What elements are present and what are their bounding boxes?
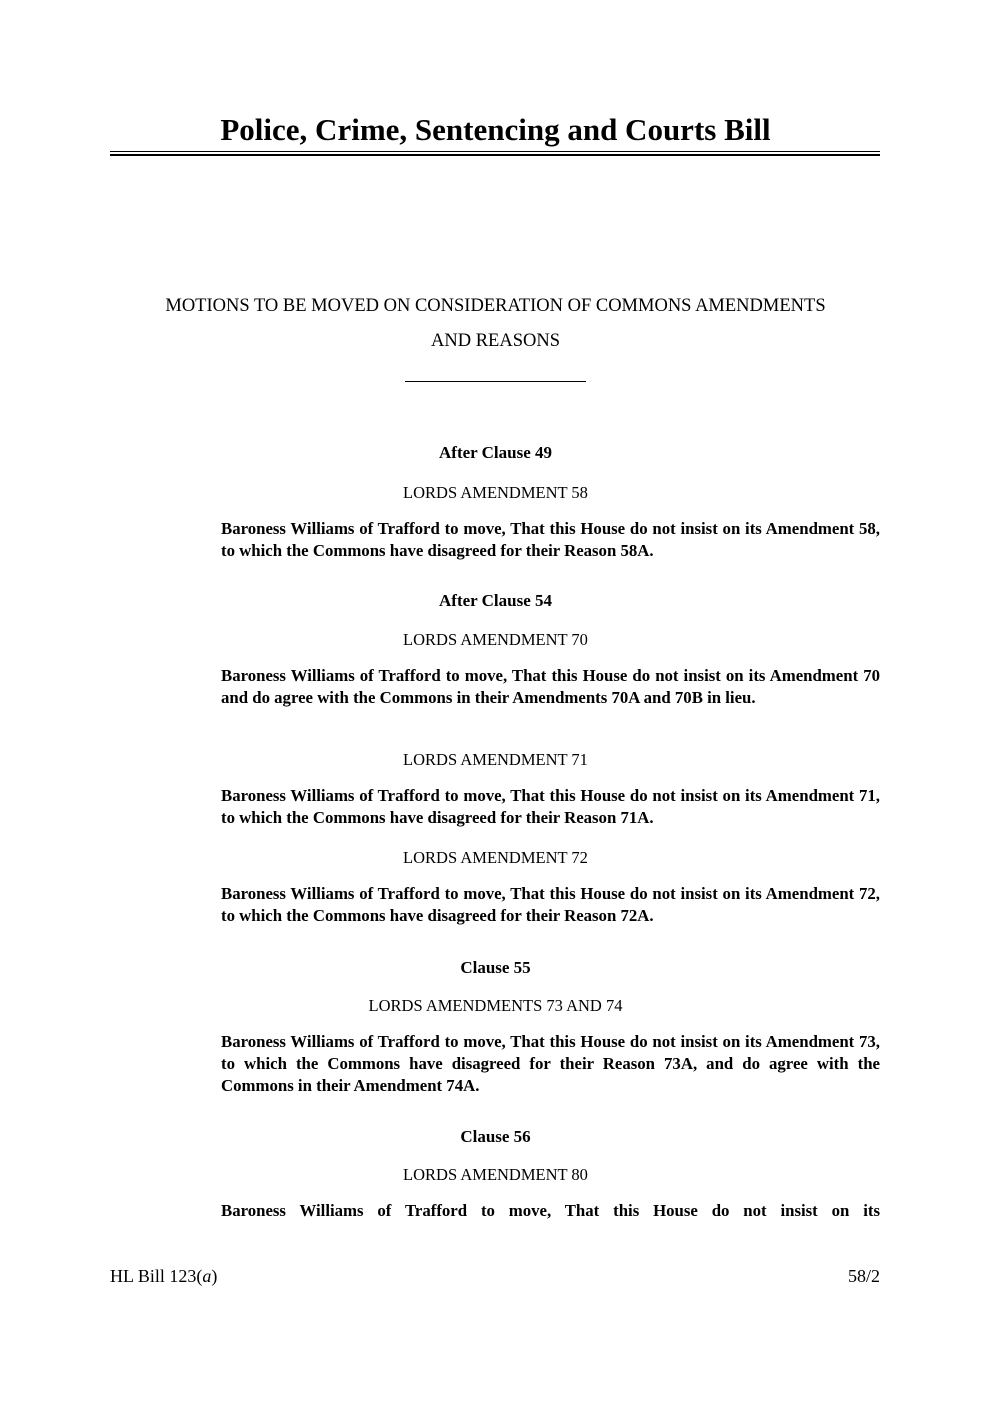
bill-reference-suffix: a bbox=[202, 1266, 212, 1286]
bill-reference bbox=[110, 1265, 217, 1287]
section-divider bbox=[405, 381, 586, 382]
page-number: 58/2 bbox=[847, 1266, 880, 1286]
amendment-heading: LORDS AMENDMENT 71 bbox=[403, 750, 588, 769]
amendment-heading: LORDS AMENDMENT 70 bbox=[403, 630, 588, 649]
amendment-heading: LORDS AMENDMENT 80 bbox=[403, 1165, 588, 1184]
motion-text: Baroness Williams of Trafford to move, That this House do not insist on its Amendment 58, to which the Commons have disagreed for their Reason 58A. bbox=[221, 519, 880, 560]
motion-text: Baroness Williams of Trafford to move, That this House do not insist on its Amendment 71, to which the Commons have disagreed for their Reason 71A. bbox=[221, 786, 880, 827]
page-title: Police, Crime, Sentencing and Courts Bill bbox=[220, 112, 771, 147]
clause-heading: Clause 55 bbox=[460, 958, 531, 977]
motion-text: Baroness Williams of Trafford to move, That this House do not insist on its bbox=[221, 1201, 880, 1220]
amendment-heading: LORDS AMENDMENT 58 bbox=[403, 483, 588, 502]
clause-heading: After Clause 54 bbox=[439, 591, 552, 610]
motion-text: Baroness Williams of Trafford to move, That this House do not insist on its Amendment 73, to which the Commons have disagreed for their Reason 73A, and do agree with the Commons in their Amendment 74A. bbox=[221, 1032, 880, 1095]
amendment-heading: LORDS AMENDMENTS 73 AND 74 bbox=[368, 996, 623, 1015]
motion-text: Baroness Williams of Trafford to move, That this House do not insist on its Amendment 70 and do agree with the Commons in their Amendments 70A and 70B in lieu. bbox=[221, 666, 880, 707]
bill-reference-prefix: HL Bill 123( bbox=[110, 1266, 203, 1286]
bill-reference-close: ) bbox=[211, 1266, 218, 1286]
amendment-heading: LORDS AMENDMENT 72 bbox=[403, 848, 588, 867]
clause-heading: After Clause 49 bbox=[439, 443, 552, 462]
title-rule-thin bbox=[110, 151, 880, 152]
clause-heading: Clause 56 bbox=[460, 1127, 531, 1146]
motion-text: Baroness Williams of Trafford to move, That this House do not insist on its Amendment 72, to which the Commons have disagreed for their Reason 72A. bbox=[221, 884, 880, 925]
motions-heading-line1: MOTIONS TO BE MOVED ON CONSIDERATION OF COMMONS AMENDMENTS bbox=[165, 296, 826, 316]
title-rule-thick bbox=[110, 154, 880, 156]
motions-heading-line2: AND REASONS bbox=[430, 331, 560, 351]
